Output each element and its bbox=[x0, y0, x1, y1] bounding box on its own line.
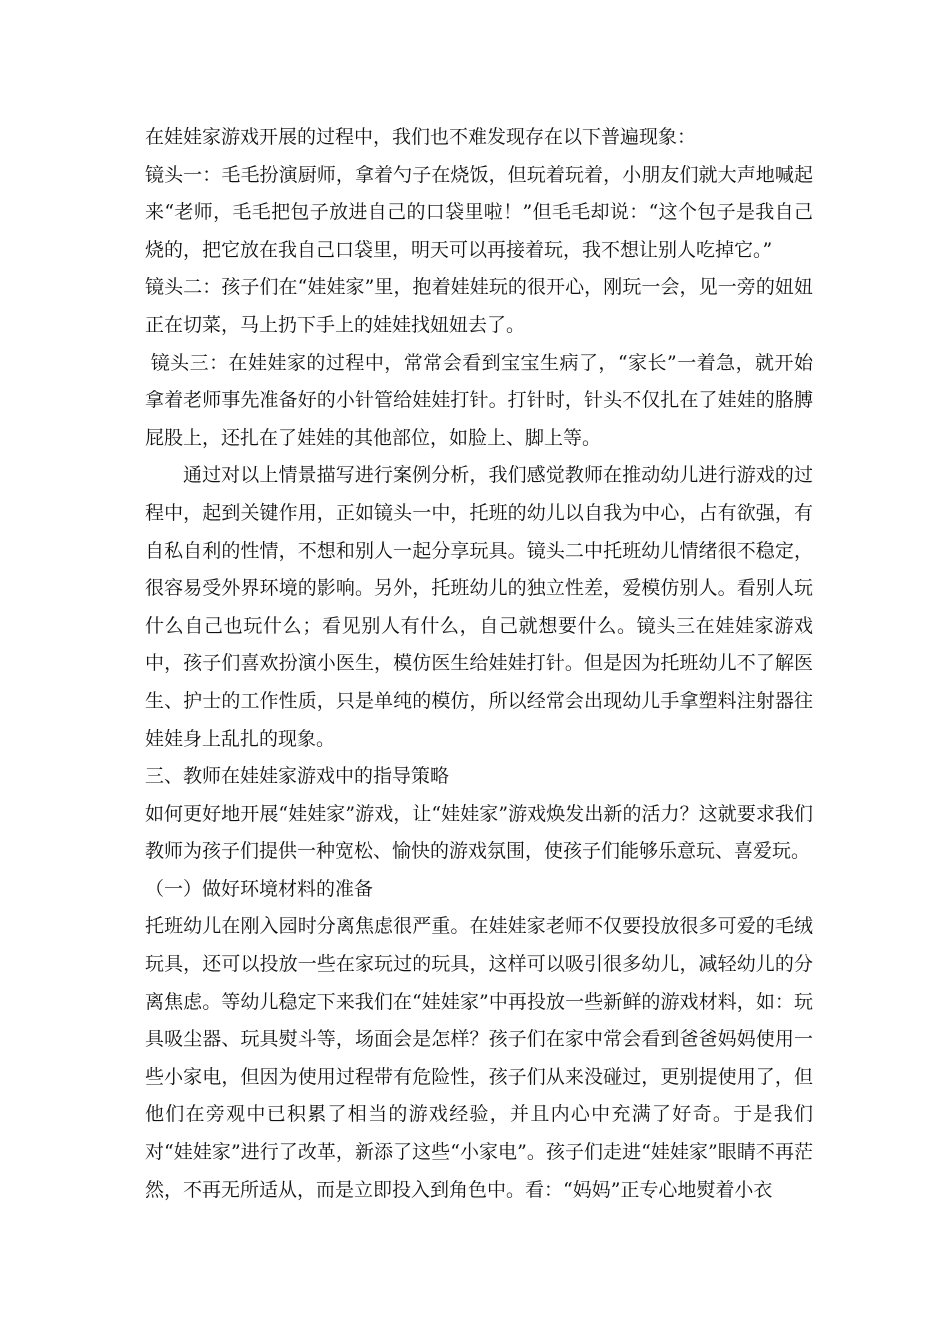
paragraph-strategy-intro: 如何更好地开展“娃娃家”游戏，让“娃娃家”游戏焕发出新的活力？这就要求我们教师为孩子们提供一种宽松、愉快的游戏氛围，使孩子们能够乐意玩、喜爱玩。 bbox=[145, 802, 813, 863]
document-body bbox=[145, 119, 813, 1209]
paragraph-scene-one: 镜头一：毛毛扮演厨师，拿着勺子在烧饭，但玩着玩着，小朋友们就大声地喊起来“老师，毛毛把包子放进自己的口袋里啦！”但毛毛却说：“这个包子是我自己烧的，把它放在我自己口袋里，明天可以再接着玩，我不想让别人吃掉它。” bbox=[145, 163, 813, 261]
paragraph-analysis: 通过对以上情景描写进行案例分析，我们感觉教师在推动幼儿进行游戏的过程中，起到关键作用，正如镜头一中，托班的幼儿以自我为中心，占有欲强，有自私自利的性情，不想和别人一起分享玩具。镜头二中托班幼儿情绪很不稳定，很容易受外界环境的影响。另外，托班幼儿的独立性差，爱模仿别人。看别人玩什么自己也玩什么；看见别人有什么，自己就想要什么。镜头三在娃娃家游戏中，孩子们喜欢扮演小医生，模仿医生给娃娃打针。但是因为托班幼儿不了解医生、护士的工作性质，只是单纯的模仿，所以经常会出现幼儿手拿塑料注射器往娃娃身上乱扎的现象。 bbox=[145, 464, 813, 750]
subsection-heading-materials: （一）做好环境材料的准备 bbox=[145, 877, 374, 900]
paragraph-scene-three: 镜头三：在娃娃家的过程中，常常会看到宝宝生病了，“家长”一着急，就开始拿着老师事先准备好的小针管给娃娃打针。打针时，针头不仅扎在了娃娃的胳膊屁股上，还扎在了娃娃的其他部位，如脸上、脚上等。 bbox=[145, 351, 813, 449]
paragraph-intro: 在娃娃家游戏开展的过程中，我们也不难发现存在以下普遍现象： bbox=[145, 126, 697, 148]
paragraph-materials: 托班幼儿在刚入园时分离焦虑很严重。在娃娃家老师不仅要投放很多可爱的毛绒玩具，还可以投放一些在家玩过的玩具，这样可以吸引很多幼儿，减轻幼儿的分离焦虑。等幼儿稳定下来我们在“娃娃家”中再投放一些新鲜的游戏材料，如：玩具吸尘器、玩具熨斗等，场面会是怎样？孩子们在家中常会看到爸爸妈妈使用一些小家电，但因为使用过程带有危险性，孩子们从来没碰过，更别提使用了，但他们在旁观中已积累了相当的游戏经验，并且内心中充满了好奇。于是我们对“娃娃家”进行了改革，新添了这些“小家电”。孩子们走进“娃娃家”眼睛不再茫然，不再无所适从，而是立即投入到角色中。看：“妈妈”正专心地熨着小衣 bbox=[145, 915, 813, 1201]
section-heading-strategies: 三、教师在娃娃家游戏中的指导策略 bbox=[145, 765, 450, 788]
paragraph-scene-two: 镜头二：孩子们在“娃娃家”里，抱着娃娃玩的很开心，刚玩一会，见一旁的妞妞正在切菜，马上扔下手上的娃娃找妞妞去了。 bbox=[145, 276, 813, 336]
